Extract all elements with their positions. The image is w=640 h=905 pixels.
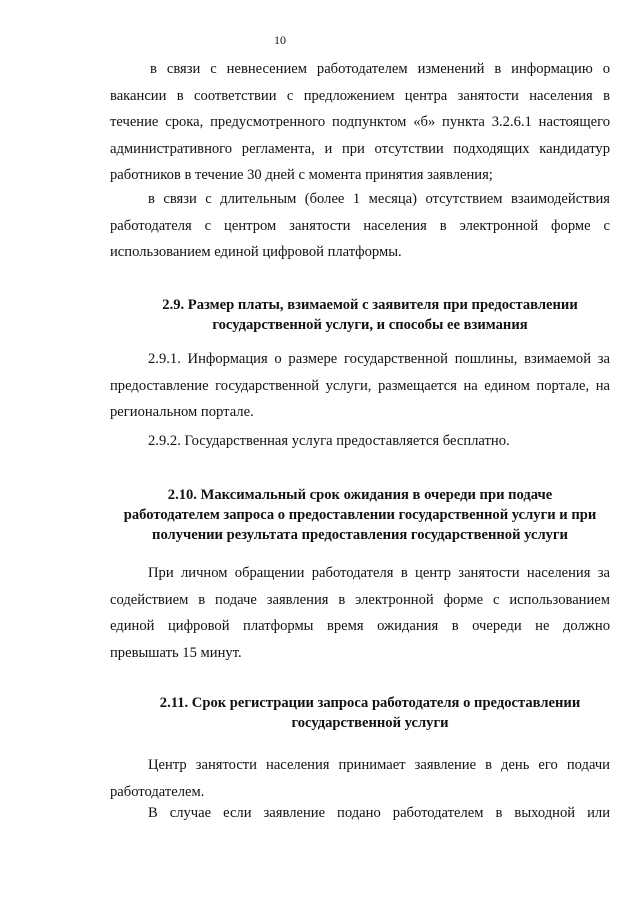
heading-line: работодателем запроса о предоставлении государственной услуги и при	[123, 507, 597, 523]
text-line: региональном портале.	[110, 404, 254, 420]
heading-line: государственной услуги	[291, 715, 449, 731]
paragraph	[110, 428, 610, 455]
text-line: работодателем.	[110, 783, 205, 800]
section-heading	[130, 295, 610, 335]
text-line: В случае если заявление подано работодателем в выходной или	[148, 805, 610, 821]
text-line: Центр занятости населения принимает заявление в день его подачи	[148, 757, 610, 773]
paragraph	[110, 560, 610, 666]
text-line: работников в течение 30 дней с момента принятия заявления;	[110, 167, 493, 183]
heading-line: 2.9. Размер платы, взимаемой с заявителя при предоставлении	[162, 297, 578, 313]
paragraph	[110, 186, 610, 266]
text-line: в связи с невнесением работодателем изменений в информацию о	[150, 61, 610, 77]
text-line: При личном обращении работодателя в центр занятости населения за	[148, 565, 610, 581]
text-line: 2.9.2. Государственная услуга предоставляется бесплатно.	[148, 433, 510, 449]
text-line: предоставление государственной услуги, размещается на едином портале, на	[110, 377, 610, 394]
heading-line: 2.11. Срок регистрации запроса работодателя о предоставлении	[159, 695, 581, 711]
text-line: течение срока, предусмотренного подпунктом «б» пункта 3.2.6.1 настоящего	[110, 114, 610, 130]
paragraph	[110, 800, 610, 827]
heading-line: 2.10. Максимальный срок ожидания в очереди при подаче	[167, 487, 553, 503]
paragraph	[110, 56, 610, 189]
text-line: превышать 15 минут.	[110, 644, 242, 661]
section-heading	[110, 485, 610, 545]
heading-line: государственной услуги, и способы ее взимания	[212, 317, 528, 333]
page-number: 10	[274, 33, 286, 47]
text-line: единой цифровой платформы время ожидания в очереди не должно	[110, 618, 610, 634]
paragraph	[110, 752, 610, 805]
text-line: работодателя с центром занятости населения в электронной форме с	[110, 217, 610, 234]
text-line: вакансии в соответствии с предложением центра занятости населения в	[110, 87, 610, 104]
text-line: в связи с длительным (более 1 месяца) отсутствием взаимодействия	[148, 191, 610, 207]
heading-line: получении результата предоставления государственной услуги	[152, 527, 568, 543]
text-line: административного регламента, и при отсутствии подходящих кандидатур	[110, 140, 610, 157]
text-line: содействием в подаче заявления в электронной форме с использованием	[110, 591, 610, 608]
paragraph	[110, 346, 610, 426]
section-heading	[130, 693, 610, 733]
text-line: 2.9.1. Информация о размере государственной пошлины, взимаемой за	[148, 351, 610, 367]
text-line: использованием единой цифровой платформы.	[110, 244, 402, 260]
